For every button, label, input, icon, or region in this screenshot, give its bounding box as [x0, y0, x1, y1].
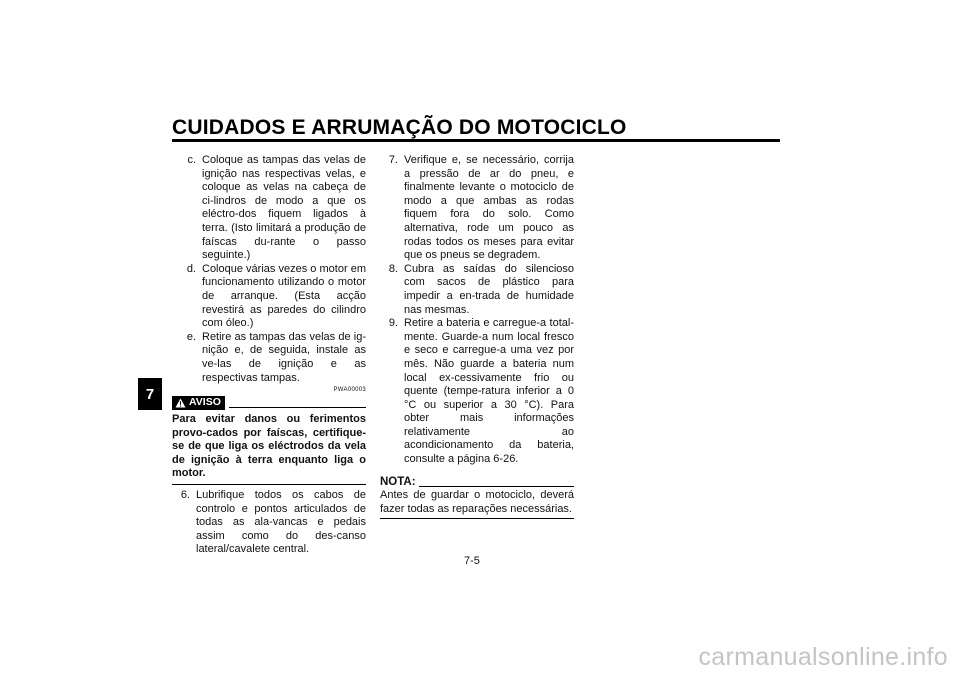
list-marker: 6.	[180, 489, 190, 502]
list-item	[172, 154, 366, 263]
right-column	[380, 154, 574, 519]
note-divider	[419, 486, 574, 487]
list-item	[172, 263, 366, 331]
warning-text: Para evitar danos ou ferimentos provo-cados por faíscas, certifique-se de que liga os eléctrodos da vela de ignição à terra enquanto liga o motor.	[172, 413, 366, 485]
list-text: Coloque várias vezes o motor em funcionamento utilizando o motor de arranque. (Esta acção revestirá as paredes do cilindro com óleo.)	[202, 262, 366, 330]
list-text: Lubrifique todos os cabos de controlo e pontos articulados de todas as ala-vancas e pedais assim como do des-canso lateral/cavalete central.	[196, 489, 366, 556]
page-title: CUIDADOS E ARRUMAÇÃO DO MOTOCICLO	[172, 116, 627, 139]
list-item	[172, 331, 366, 385]
list-text: Retire a bateria e carregue-a total-mente. Guarde-a num local fresco e seco e carregue-a uma vez por mês. Não guarde a bateria num local ex-cessivamente frio ou quente (tempe-ratura inferior a 0 °C ou superior a 30 °C). Para obter mais informações relativamente ao acondicionamento da bateria, consulte a página 6-26.	[404, 317, 574, 466]
note-label: NOTA:	[380, 475, 416, 488]
list-item	[380, 317, 574, 467]
list-item	[380, 154, 574, 263]
list-marker: d.	[186, 262, 196, 275]
list-item	[172, 489, 366, 557]
list-marker: 8.	[388, 262, 398, 275]
warning-label: AVISO	[189, 396, 221, 409]
list-marker: c.	[187, 154, 196, 166]
list-text: Cubra as saídas do silencioso com sacos de plástico para impedir a en-trada de humidade nas mesmas.	[404, 262, 574, 316]
warning-code: PWA00003	[333, 387, 366, 394]
chapter-tab: 7	[138, 378, 162, 410]
list-text: Verifique e, se necessário, corrija a pressão de ar do pneu, e finalmente levante o motociclo de modo a que ambas as rodas fiquem fora do solo. Como alternativa, rode um pouco as rodas todos os meses para evitar que os pneus se degradem.	[404, 154, 574, 262]
warning-header	[172, 396, 366, 410]
list-text: Retire as tampas das velas de ig-nição e, de seguida, instale as ve-las de ignição e as respectivas tampas.	[202, 330, 366, 384]
warning-divider	[229, 407, 366, 408]
warning-badge	[172, 396, 225, 410]
list-marker: 7.	[388, 154, 398, 166]
note-text: Antes de guardar o motociclo, deverá fazer todas as reparações necessárias.	[380, 489, 574, 519]
list-item	[380, 263, 574, 317]
list-marker: 9.	[388, 317, 398, 330]
watermark: carmanualsonline.info	[698, 643, 948, 671]
title-rule	[172, 139, 780, 142]
left-column	[172, 154, 366, 557]
warning-triangle-icon	[175, 398, 186, 408]
note-header	[380, 476, 574, 490]
page-number: 7-5	[464, 555, 480, 567]
list-marker: e.	[186, 330, 196, 343]
list-text: Coloque as tampas das velas de ignição nas respectivas velas, e coloque as velas na cabeça de ci-lindros de modo a que os eléctro-dos fiquem ligados à terra. (Isto limitará a produção de faíscas du-rante o passo seguinte.)	[202, 154, 366, 262]
